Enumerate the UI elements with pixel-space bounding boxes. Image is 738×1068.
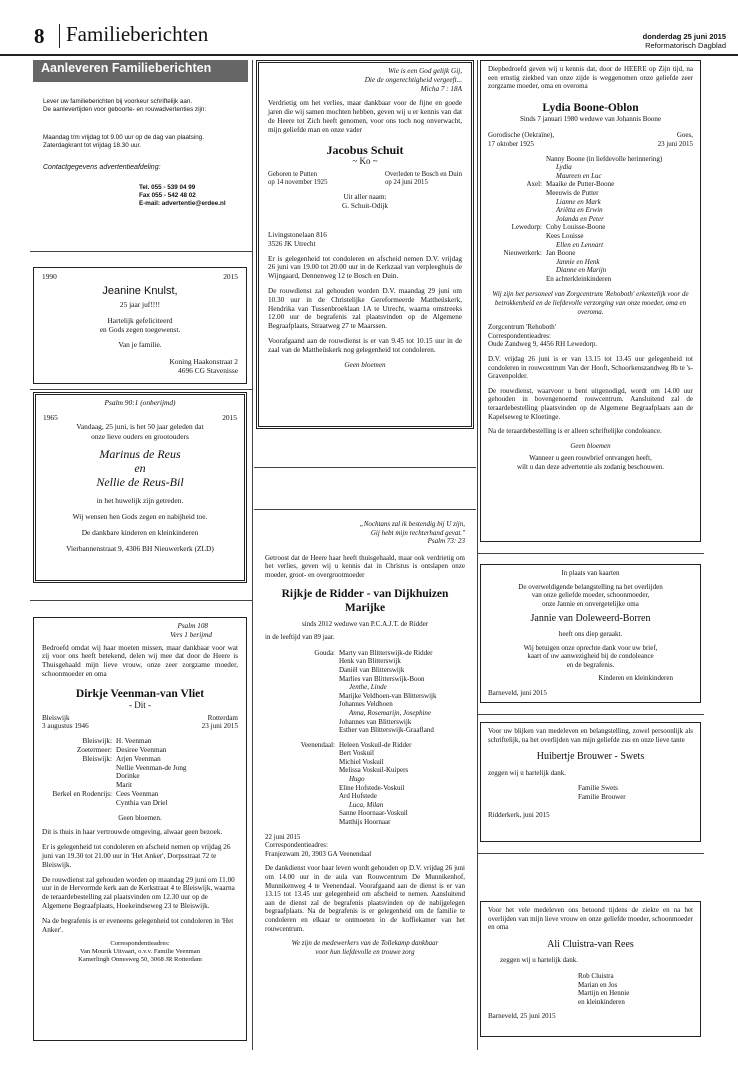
family-row <box>488 163 693 172</box>
family-row <box>42 755 238 764</box>
family-row <box>265 657 465 666</box>
family-row <box>265 801 465 810</box>
family-row <box>265 666 465 675</box>
family-member: Nellie Veenman-de Jong <box>116 763 187 772</box>
family-row <box>265 775 465 784</box>
ad-line: kaart of uw aanwezigheid bij de condoleance <box>527 652 654 661</box>
family-row <box>488 206 693 215</box>
ad-line: zeggen wij u hartelijk dank. <box>500 956 578 965</box>
family-member: Cees Veenman <box>116 789 159 798</box>
year-to: 2015 <box>223 272 238 281</box>
died-text: op 24 juni 2015 <box>384 179 428 187</box>
signature: Familie Brouwer <box>578 792 626 801</box>
ad-line: Hartelijk gefeliciteerd <box>107 315 173 325</box>
section-title: Familieberichten <box>66 22 209 46</box>
family-row <box>488 198 693 207</box>
year-from: 1965 <box>43 413 58 423</box>
family-place <box>265 666 339 675</box>
paragraph: De rouwdienst zal gehouden worden op maandag 29 juni om 11.00 uur in de Hervormde kerk aan de Kerkstraat 4 te Bleiswijk, waarna de teraardebestelling zal plaatsvinden om 12.30 uur op de Algemene Begraafplaats, Hoekeindseweg 23 te Bleiswijk. <box>42 875 235 910</box>
family-member: Lydia <box>556 163 572 172</box>
family-member: Henk van Blitterswijk <box>339 657 401 666</box>
ad-line: In plaats van kaarten <box>561 569 620 577</box>
family-row <box>265 675 465 684</box>
family-member: Desiree Veenman <box>116 745 167 754</box>
deceased-name: Dirkje Veenman-van Vliet <box>75 687 205 700</box>
deceased-name: Jannie van Doleweerd-Borren <box>530 613 651 625</box>
ad-line: De dankbare kinderen en kleinkinderen <box>81 528 199 538</box>
family-place <box>488 258 546 267</box>
address: Oude Zandweg 9, 4456 RH Lewedorp. <box>488 340 598 349</box>
address: 4696 CG Stavenisse <box>178 366 238 376</box>
contact-fax: Fax 055 - 542 48 02 <box>139 192 196 199</box>
footer-note: wilt u dan deze advertentie als zodanig beschouwen. <box>517 462 664 471</box>
born-text: Geboren te Putten <box>268 171 318 179</box>
verse: Vers 1 berijmd <box>170 630 212 639</box>
family-place: Lewedorp: <box>511 223 542 232</box>
paragraph: D.V. vrijdag 26 juni is er van 13.15 tot 13.45 uur gelegenheid tot condoleren in rouwcentrum Van der Hooft, Schoorkenszandweg 8b te 's-Gravenpolder. <box>488 355 693 381</box>
family-member: Marijke Veldhoen-van Blitterswijk <box>339 691 437 700</box>
submission-info <box>33 60 248 240</box>
person-name: Jeanine Knulst, <box>102 285 178 298</box>
page-number: 8 <box>34 24 45 48</box>
family-row <box>488 180 693 189</box>
ad-line: van onze geliefde moeder, schoonmoeder, <box>531 591 650 600</box>
family-row <box>488 241 693 250</box>
family-member: Cynthia van Driel <box>116 798 168 807</box>
family-place <box>265 792 339 801</box>
signature: Kinderen en kleinkinderen <box>598 674 673 683</box>
paragraph: De rouwdienst, waarvoor u bent uitgenodigd, wordt om 14.00 uur gehouden in bovengenoemd rouwcentrum. Aansluitend zal de teraardebestelling plaatsvinden op de Algemene Begraafplaats aan de Kapelseweg te Kloetinge. <box>488 386 693 421</box>
family-row <box>488 223 693 232</box>
family-place <box>42 799 116 808</box>
ad-jannie-van-doleweerd <box>480 564 701 703</box>
family-member: Matthijs Hoornaar <box>339 818 391 827</box>
nickname: - Dit - <box>129 699 151 710</box>
ad-line: Wij wensen hen Gods zegen en nabijheid toe. <box>72 512 208 522</box>
age-note: in de leeftijd van 89 jaar. <box>265 633 335 642</box>
address: Koning Haakonstraat 2 <box>169 357 238 367</box>
family-row <box>265 709 465 718</box>
family-place <box>488 163 546 172</box>
family-place <box>42 772 116 781</box>
intro-text: Diepbedroefd geven wij u kennis dat, door de HEERE op Zijn tijd, na een ernstig ziekbed van onze zijde is weggenomen onze geliefde zeer zorgzame moeder, oma en overoma <box>488 65 693 91</box>
birth-date: 17 oktober 1925 <box>488 139 534 148</box>
year-to: 2015 <box>222 413 237 423</box>
family-member: Michiel Voskuil <box>339 757 384 766</box>
page-header <box>0 0 738 56</box>
issue-date: donderdag 25 juni 2015 <box>642 32 726 41</box>
family-place <box>488 198 546 207</box>
ad-line: en de begrafenis. <box>566 660 615 669</box>
family-place: Bleiswijk: <box>82 737 112 746</box>
divider <box>478 553 704 554</box>
info-line: Lever uw familieberichten bij voorkeur schriftelijk aan. <box>43 98 193 105</box>
greeting: Geen bloemen. <box>118 813 162 822</box>
family-place: Berkel en Rodenrijs: <box>52 789 112 798</box>
family-place <box>42 764 116 773</box>
family-member: Kees Louisse <box>546 231 584 240</box>
contact-email[interactable]: E-mail: advertentie@erdee.nl <box>139 200 226 207</box>
verse: Psalm 73: 23 <box>427 537 465 546</box>
birth-place: Gorodische (Oekraïne), <box>488 131 555 140</box>
paragraph: Er is gelegenheid tot condoleren en afscheid nemen op vrijdag 26 juni van 19.30 tot 21.00 uur in 'Het Anker', Dorpsstraat 72 te Bleiswijk. <box>42 843 231 869</box>
deceased-name: Lydia Boone-Oblon <box>542 101 639 114</box>
family-member: Melissa Voskuil-Kuipers <box>339 766 409 775</box>
family-place <box>488 241 546 250</box>
family-member: Ellen en Lennart <box>556 240 604 249</box>
place-date: Barneveld, 25 juni 2015 <box>488 1012 556 1021</box>
family-member: Meeuwis de Putter <box>546 188 599 197</box>
address: Vierbannenstraat 9, 4306 BH Nieuwerkerk (ZLD) <box>66 544 214 554</box>
verse: Gij hebt mijn rechterhand gevat." <box>370 528 465 537</box>
info-banner: Aanleveren Familieberichten <box>33 60 248 82</box>
family-place <box>488 189 546 198</box>
family-member: Jolanda en Peter <box>556 214 604 223</box>
info-line: De aanlevertijden voor geboorte- en rouwadvertenties zijn: <box>43 106 207 113</box>
family-row <box>488 232 693 241</box>
family-place <box>265 809 339 818</box>
family-member: Jannie en Henk <box>556 257 600 266</box>
family-member: Dorinke <box>116 772 140 781</box>
info-hours: Maandag t/m vrijdag tot 9.00 uur op de dag van plaatsing. <box>43 134 205 141</box>
family-place <box>265 675 339 684</box>
ad-line: in het huwelijk zijn getreden. <box>96 495 184 505</box>
ad-line: De overweldigende belangstelling na het overlijden <box>518 582 663 591</box>
column-divider <box>252 60 253 1050</box>
family-row <box>488 172 693 181</box>
family-member: Jan Boone <box>546 249 576 258</box>
family-member: En achterkleinkinderen <box>546 274 612 283</box>
family-place: Veenendaal: <box>300 740 335 749</box>
place-date: Barneveld, juni 2015 <box>488 688 547 697</box>
paragraph: De dankdienst voor haar leven wordt gehouden op D.V. vrijdag 26 juni om 14.00 uur in de aula van Rouwcentrum De Munnikenhof, Munnikenweg 4 te Veenendaal. Voorafgaand aan de dienst is er van 13.15 tot 13.45 uur gelegenheid om afscheid te nemen. Aansluitend aan de dienst zal de begrafenis plaatsvinden op de nabijgelegen begraafplaats. Na de begrafenis is er gelegenheid om de familie te condoleren en elkaar te ontmoeten in de koffiekamer van het rouwcentrum. <box>265 864 465 933</box>
address: 3526 JK Utrecht <box>268 239 316 248</box>
family-row <box>265 784 465 793</box>
ad-huibertje-brouwer-swets <box>480 722 701 842</box>
signature: Marian en Jos <box>578 980 618 989</box>
signature: Rob Cluistra <box>578 971 614 980</box>
family-member: Lianne en Mark <box>556 197 601 206</box>
family-member: Marit <box>116 781 132 790</box>
family-member: Daniël van Blitterswijk <box>339 665 405 674</box>
family-member: Marlies van Blitterswijk-Boon <box>339 674 425 683</box>
date: 22 juni 2015 <box>265 832 301 841</box>
paper-name: Reformatorisch Dagblad <box>645 41 726 50</box>
person-name: Nellie de Reus-Bil <box>96 474 184 489</box>
family-place <box>488 172 546 181</box>
deceased-nickname: Marijke <box>344 601 386 614</box>
paragraph: Voorafgaand aan de rouwdienst is er van 9.45 tot 10.15 uur in de zaal van de Mattheüskerk nog gelegenheid tot condoleren. <box>268 336 462 354</box>
family-place <box>265 726 339 735</box>
family-row <box>488 155 693 164</box>
year-from: 1990 <box>42 272 57 281</box>
intro-text: Voor uw blijken van medeleven en belangstelling, zowel persoonlijk als schriftelijk, na het overlijden van mijn geliefde zus en onze lieve tante <box>488 727 693 744</box>
correspondence-address: Kamerlingh Onnesweg 50, 3068 JR Rotterdam <box>78 956 202 964</box>
conjunction: en <box>134 460 146 475</box>
deceased-name: Jacobus Schuit <box>326 142 404 157</box>
family-row <box>265 700 465 709</box>
family-place <box>265 709 339 718</box>
family-row <box>265 692 465 701</box>
family-place <box>265 818 339 827</box>
contact-tel: Tel. 055 - 539 04 99 <box>139 184 196 191</box>
family-member: Johannes Veldhoen <box>339 700 393 709</box>
family-row <box>265 758 465 767</box>
family-row <box>265 683 465 692</box>
family-member: Bert Voskuil <box>339 749 374 758</box>
intro-text: Getroost dat de Heere haar heeft thuisgehaald, maar ook verdrietig om het verlies, geven wij u kennis dat in Christus is ontslapen onze moeder, groot- en overgrootmoeder <box>265 553 465 579</box>
divider <box>30 600 252 601</box>
deceased-name: Huibertje Brouwer - Swets <box>536 751 645 763</box>
verse: Die de ongerechtigheid vergeeft... <box>364 75 462 84</box>
ad-rijkje-de-ridder <box>256 516 474 1050</box>
family-row <box>265 792 465 801</box>
verse: Psalm 90:1 (onberijmd) <box>104 398 176 407</box>
widow-note: sinds 2012 weduwe van P.C.A.J.T. de Ridder <box>301 619 429 628</box>
family-row <box>42 781 238 790</box>
family-list <box>265 649 465 735</box>
family-member: Anna, Rosemarijn, Josephine <box>349 708 432 717</box>
ad-line: onze lieve ouders en grootouders <box>91 431 189 441</box>
widow-note: Sinds 7 januari 1980 weduwe van Johannis Boone <box>520 114 661 123</box>
family-place <box>488 266 546 275</box>
correspondence-label: Correspondentieadres: <box>110 940 170 948</box>
family-row <box>42 790 238 799</box>
family-place <box>42 781 116 790</box>
family-row <box>265 718 465 727</box>
ad-line: Vandaag, 25 juni, is het 50 jaar geleden dat <box>76 422 204 432</box>
ad-line: Wij betuigen onze oprechte dank voor uw brief, <box>523 643 658 652</box>
correspondence-address: Franjezwam 20, 3903 GA Veenendaal <box>265 849 372 858</box>
death-place: Rotterdam <box>207 713 238 722</box>
family-place <box>488 232 546 241</box>
header-divider <box>59 24 60 48</box>
family-member: Arjen Veenman <box>116 754 161 763</box>
family-member: Eline Hofstede-Voskuil <box>339 783 405 792</box>
family-place <box>488 206 546 215</box>
verse: Psalm 108 <box>177 622 208 630</box>
family-row <box>488 258 693 267</box>
deceased-name: Ali Cluistra-van Rees <box>547 938 634 950</box>
birth-place: Bleiswijk <box>42 713 70 722</box>
family-place <box>265 718 339 727</box>
person-name: Marinus de Reus <box>99 446 181 461</box>
signature: Uit aller naam: <box>343 193 387 202</box>
family-place <box>265 749 339 758</box>
family-member: Marty van Blitterswijk-de Ridder <box>339 648 433 657</box>
family-list <box>42 737 238 807</box>
signature: Familie Swets <box>578 784 618 793</box>
paragraph: Dit is thuis in haar vertrouwde omgeving, alwaar geen bezoek. <box>42 828 223 837</box>
family-row <box>42 764 238 773</box>
divider <box>254 467 476 468</box>
divider <box>478 853 704 854</box>
ad-ali-cluistra <box>480 901 701 1037</box>
address: Zorgcentrum 'Rehoboth' <box>488 323 556 332</box>
closing-note: Geen bloemen <box>570 441 611 450</box>
family-place <box>265 801 339 810</box>
paragraph: De rouwdienst zal gehouden worden D.V. maandag 29 juni om 10.30 uur in de Christelijke Gereformeerde Mattheüskerk, Hendrika van Tussenbroeklaan 1A te Utrecht, waarna omstreeks 12.00 uur de begrafenis zal plaatsvinden op de Algemene Begraafplaats, Straatweg 27 te Maarssen. <box>268 286 462 331</box>
ad-line: Van je familie. <box>118 340 162 350</box>
closing-note: Geen bloemen <box>344 360 386 369</box>
family-member: Dianne en Marijn <box>556 266 607 275</box>
correspondence-label: Correspondentieadres: <box>488 331 551 340</box>
family-member: Maaike de Putter-Boone <box>546 180 615 189</box>
signature: G. Schuit-Odijk <box>342 202 388 211</box>
ad-lydia-boone <box>480 60 701 542</box>
address: Livingstonelaan 816 <box>268 230 327 239</box>
ad-line: en Gods zegen toegewenst. <box>99 324 181 334</box>
family-member: Coby Louisse-Boone <box>546 223 606 232</box>
family-row <box>42 799 238 808</box>
death-date: 23 juni 2015 <box>657 139 693 148</box>
column-divider <box>477 60 478 1050</box>
family-place <box>265 784 339 793</box>
family-place <box>265 758 339 767</box>
family-row <box>488 275 693 284</box>
birth-date: 3 augustus 1946 <box>42 722 89 731</box>
family-place <box>265 700 339 709</box>
footer-note: Wanneer u geen rouwbrief ontvangen heeft, <box>529 454 652 463</box>
family-member: Ard Hofstede <box>339 792 377 801</box>
family-place <box>265 766 339 775</box>
family-place <box>265 657 339 666</box>
family-member: Jenthe, Linde <box>349 683 387 692</box>
divider <box>478 714 704 715</box>
intro-text: Voor het vele medeleven ons betoond tijdens de ziekte en na het overlijden van mijn lieve vrouw en onze geliefde moeder, schoonmoeder en oma <box>488 906 693 932</box>
correspondence-address: Van Mourik Uitvaart, o.v.v. Familie Veenman <box>79 948 201 956</box>
family-place: Zoetermeer: <box>76 745 112 754</box>
family-member: Heleen Voskuil-de Ridder <box>339 740 412 749</box>
contact-label: Contactgegevens advertentieafdeling: <box>43 164 161 171</box>
family-row <box>265 809 465 818</box>
ad-line: heeft ons diep geraakt. <box>558 629 623 638</box>
family-member: Nanny Boone (in liefdevolle herinnering) <box>546 154 663 163</box>
family-place <box>488 215 546 224</box>
intro-text: Bedroefd omdat wij haar moeten missen, maar dankbaar voor wat zij voor ons heeft betekend, delen wij mee dat door de Heere is Thuisgehaald mijn lieve vrouw, onze zeer zorgzame moeder, schoonmoeder en oma <box>42 643 238 678</box>
family-member: Maureen en Luc <box>556 171 602 180</box>
header-date-block <box>643 32 726 50</box>
family-member: Sanne Hoornaar-Voskuil <box>339 809 408 818</box>
family-row <box>265 726 465 735</box>
ad-line: zeggen wij u hartelijk dank. <box>488 768 566 777</box>
ad-line: 25 jaar juf!!!! <box>119 300 161 310</box>
family-member: Esther van Blitterswijk-Graafland <box>339 726 434 735</box>
divider <box>30 251 252 252</box>
family-row <box>488 249 693 258</box>
family-row <box>42 772 238 781</box>
verse: „Nochtans zal ik bestendig bij U zijn, <box>359 520 465 528</box>
family-place: Nieuwerkerk: <box>503 249 542 258</box>
correspondence-label: Correspondentieadres: <box>265 841 328 850</box>
paragraph: Er is gelegenheid tot condoleren en afscheid nemen D.V. vrijdag 26 juni van 19.00 tot 20.00 uur in de Kerkzaal van verpleeghuis de Wijngaard, Dennenweg 12 te Bosch en Duin. <box>268 254 462 281</box>
family-member: Ariëtta en Erwin <box>556 206 603 215</box>
family-row <box>488 266 693 275</box>
place-date: Ridderkerk, juni 2015 <box>488 810 550 819</box>
paragraph: Na de begrafenis is er eveneens gelegenheid tot condoleren in 'Het Anker'. <box>42 916 234 934</box>
died-text: Overleden te Bosch en Duin <box>384 171 462 179</box>
ad-jeanine-knulst <box>33 267 247 384</box>
divider <box>254 509 476 510</box>
intro-text: Verdrietig om het verlies, maar dankbaar voor de fijne en goede jaren die wij samen mochten hebben, geven wij u er kennis van dat de Heere tot Zich heeft genomen, voor ons toch nog onverwacht, mijn geliefde man en onze vader <box>268 99 462 134</box>
family-row <box>265 749 465 758</box>
verse: Micha 7 : 18A <box>420 84 462 93</box>
death-place: Goes, <box>676 131 693 140</box>
signature: Martijn en Hennie <box>578 989 630 998</box>
signature: en kleinkinderen <box>578 997 625 1006</box>
family-row <box>42 737 238 746</box>
family-member: H. Veenman <box>116 737 152 746</box>
born-text: op 14 november 1925 <box>268 179 328 187</box>
family-row <box>42 746 238 755</box>
family-place: Gouda: <box>314 648 335 657</box>
family-list <box>488 155 693 284</box>
family-place <box>265 775 339 784</box>
family-place <box>265 683 339 692</box>
paragraph: Na de teraardebestelling is er alleen schriftelijke condoleance. <box>488 427 662 436</box>
family-member: Hugo <box>349 775 365 784</box>
family-row <box>265 766 465 775</box>
thanks-note: Wij zijn het personeel van Zorgcentrum 'Rehoboth' erkentelijk voor de betrokkenheid en de liefdevolle verzorging van onze moeder, oma en overoma. <box>492 290 689 316</box>
ad-de-reus-anniversary <box>33 392 247 583</box>
family-row <box>488 215 693 224</box>
family-place <box>265 692 339 701</box>
family-place: Axel: <box>526 180 542 189</box>
nickname: ~ Ko ~ <box>352 155 378 166</box>
ad-line: onze Jannie en onvergetelijke oma <box>542 599 639 608</box>
death-date: 23 juni 2015 <box>201 722 238 731</box>
verse: Wie is een God gelijk Gij, <box>388 67 462 75</box>
family-place: Bleiswijk: <box>82 754 112 763</box>
family-row <box>265 818 465 827</box>
family-place <box>488 275 546 284</box>
divider <box>30 389 252 390</box>
family-place <box>488 155 546 164</box>
family-member: Luca, Milan <box>349 800 384 809</box>
family-row <box>488 189 693 198</box>
ad-jacobus-schuit <box>256 60 474 429</box>
family-list <box>265 741 465 827</box>
family-row <box>265 649 465 658</box>
thanks-line: voor hun liefdevolle en trouwe zorg <box>315 947 415 956</box>
info-hours: Zaterdagkrant tot vrijdag 18.30 uur. <box>43 142 142 149</box>
deceased-name: Rijkje de Ridder - van Dijkhuizen <box>281 587 449 600</box>
family-member: Johannes van Blitterswijk <box>339 717 412 726</box>
ad-veenman-van-vliet <box>33 617 247 1041</box>
thanks-line: We zijn de medewerkers van de Tollekamp dankbaar <box>291 939 439 948</box>
family-row <box>265 741 465 750</box>
